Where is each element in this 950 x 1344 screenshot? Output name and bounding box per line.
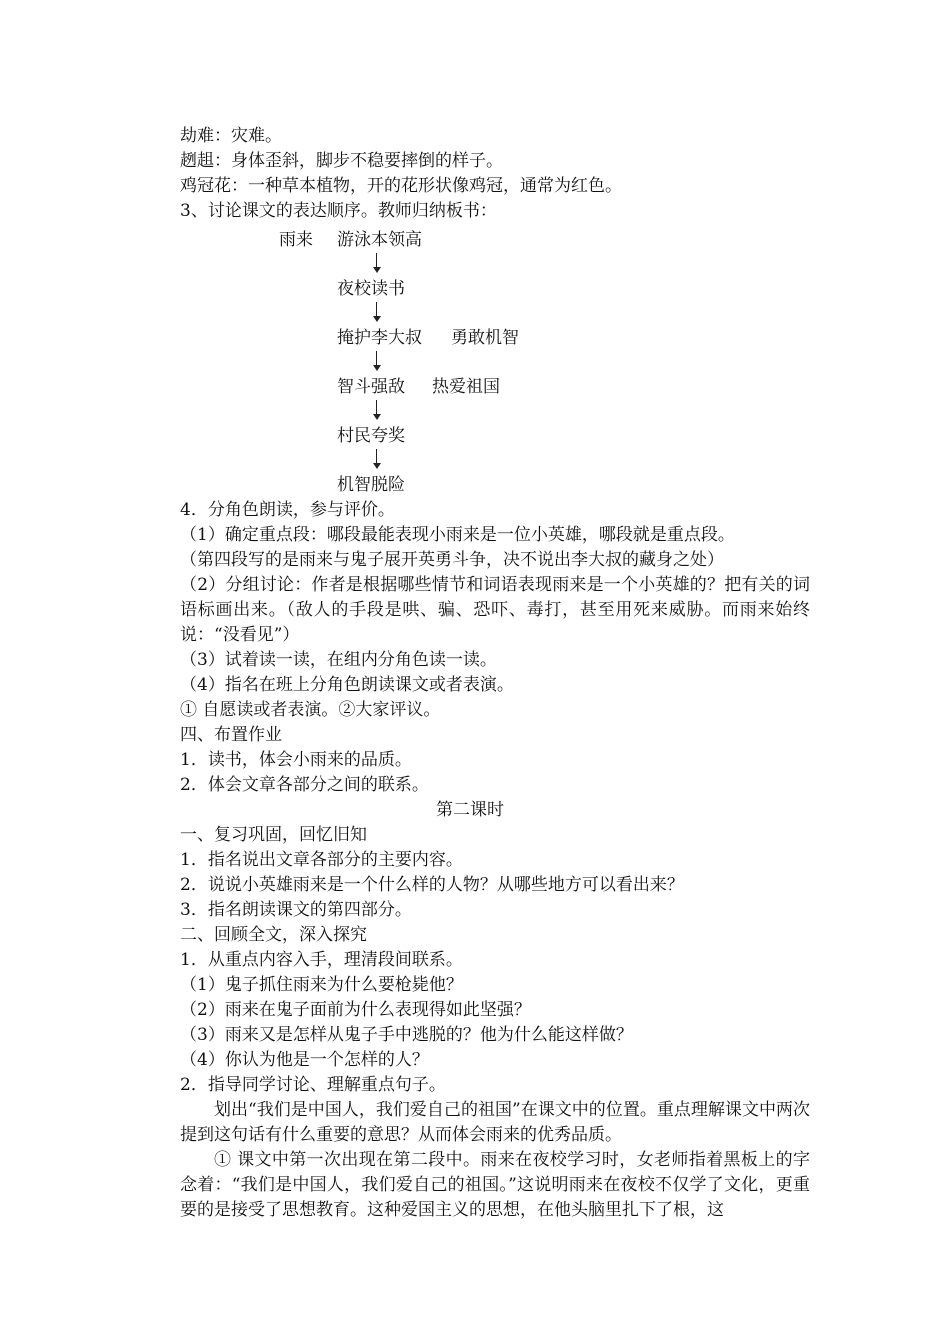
list-item: 1．指名说出文章各部分的主要内容。 <box>180 850 463 870</box>
question-line: （2）雨来在鬼子面前为什么表现得如此坚强？ <box>180 1000 531 1020</box>
lesson-title: 第二课时 <box>436 800 504 820</box>
board-subject: 雨来 <box>279 230 313 250</box>
body-paragraph: 划出“我们是中国人，我们爱自己的祖国”在课文中的位置。重点理解课文中两次提到这句话有什么重要的意思？从而体会雨来的优秀品质。 <box>180 1100 810 1145</box>
question-line: （3）雨来又是怎样从鬼子手中逃脱的？他为什么能这样做？ <box>180 1025 633 1045</box>
section-heading: 二、回顾全文，深入探究 <box>180 925 367 945</box>
board-event: 夜校读书 <box>337 279 405 299</box>
vocab-entry: 鸡冠花：一种草本植物，开的花形状像鸡冠，通常为红色。 <box>180 176 622 196</box>
board-event: 掩护李大叔 <box>337 328 422 348</box>
list-item: 2．体会文章各部分之间的联系。 <box>180 775 429 795</box>
board-trait: 游泳本领高 <box>337 230 422 250</box>
question-line: （1）鬼子抓住雨来为什么要枪毙他？ <box>180 975 463 995</box>
board-trait: 热爱祖国 <box>432 377 500 397</box>
list-item: 3．指名朗读课文的第四部分。 <box>180 900 412 920</box>
question-line: ① 自愿读或者表演。②大家评议。 <box>180 700 441 720</box>
question-line: （4）你认为他是一个怎样的人？ <box>180 1050 429 1070</box>
question-note: （第四段写的是雨来与鬼子展开英勇斗争，决不说出李大叔的藏身之处） <box>180 550 724 570</box>
down-arrow-icon <box>370 350 384 372</box>
question-line: （1）确定重点段：哪段最能表现小雨来是一位小英雄，哪段就是重点段。 <box>180 525 735 545</box>
board-event: 村民夸奖 <box>337 426 405 446</box>
down-arrow-icon <box>370 301 384 323</box>
list-item: 2．说说小英雄雨来是一个什么样的人物？从哪些地方可以看出来？ <box>180 875 684 895</box>
down-arrow-icon <box>370 252 384 274</box>
section-heading: 四、布置作业 <box>180 725 282 745</box>
body-paragraph: ① 课文中第一次出现在第二段中。雨来在夜校学习时，女老师指着黑板上的字念着：“我们是中国人，我们爱自己的祖国。”这说明雨来在夜校不仅学了文化，更重要的是接受了思想教育。这种爱国主义的思想，在他头脑里扎下了根，这 <box>180 1150 810 1220</box>
vocab-entry: 趔趄：身体歪斜，脚步不稳要摔倒的样子。 <box>180 151 503 171</box>
board-trait: 勇敢机智 <box>451 328 519 348</box>
question-paragraph: （2）分组讨论：作者是根据哪些情节和词语表现雨来是一个小英雄的？把有关的词语标画出来。（敌人的手段是哄、骗、恐吓、毒打，甚至用死来威胁。而雨来始终说：“没看见”） <box>180 575 810 645</box>
board-event: 智斗强敌 <box>337 377 405 397</box>
step-heading: 3、讨论课文的表达顺序。教师归纳板书： <box>180 201 497 221</box>
list-item: 1．从重点内容入手，理清段间联系。 <box>180 950 463 970</box>
question-line: （4）指名在班上分角色朗读课文或者表演。 <box>180 675 514 695</box>
down-arrow-icon <box>370 448 384 470</box>
question-line: （3）试着读一读，在组内分角色读一读。 <box>180 650 497 670</box>
section-heading: 一、复习巩固，回忆旧知 <box>180 825 367 845</box>
list-item: 1．读书，体会小雨来的品质。 <box>180 750 412 770</box>
list-item: 2．指导同学讨论、理解重点句子。 <box>180 1075 446 1095</box>
step-heading: 4．分角色朗读，参与评价。 <box>180 500 395 520</box>
vocab-entry: 劫难：灾难。 <box>180 126 282 146</box>
board-event: 机智脱险 <box>337 475 405 495</box>
down-arrow-icon <box>370 399 384 421</box>
